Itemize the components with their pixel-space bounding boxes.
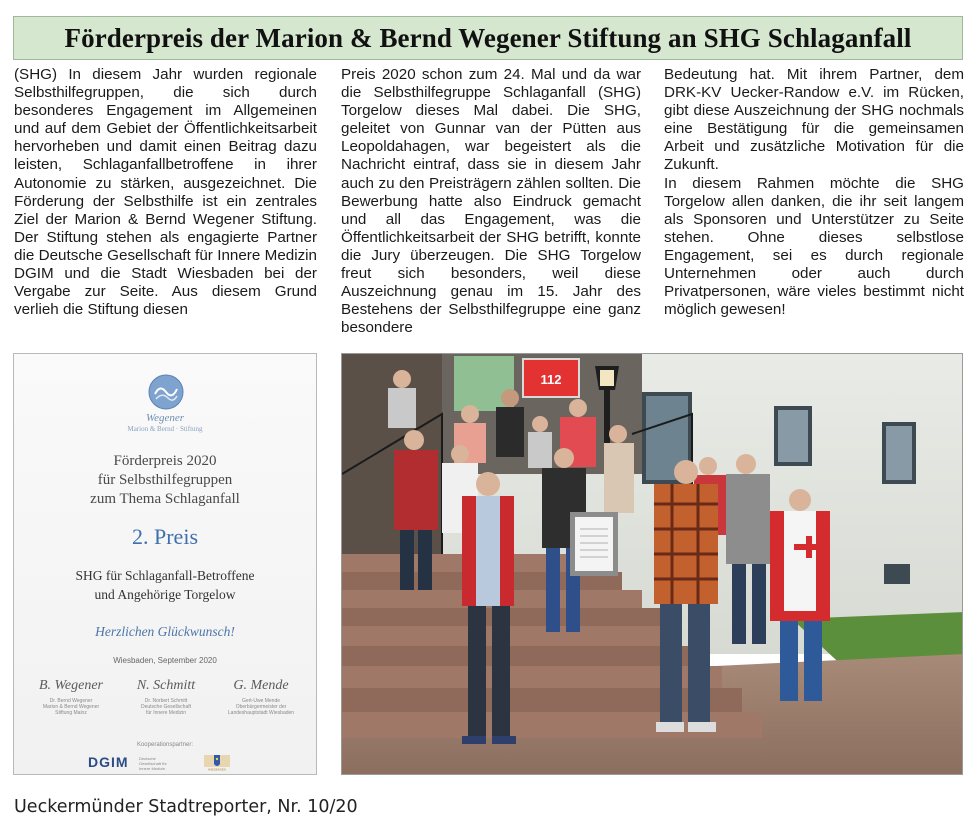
svg-text:WIESBADEN: WIESBADEN bbox=[207, 767, 227, 771]
article-paragraph: In diesem Rahmen möchte die SHG Torgelow allen danken, die ihr seit langem als Sponsoren und Unterstützer zu Seite stehen. Ohne dieses selbstlose Engagement, sei es durch regionale Unternehmen oder auch durch Privatpersonen, wäre vieles bestimmt nicht möglich gewesen! bbox=[664, 174, 964, 319]
certificate-title-line: für Selbsthilfegruppen bbox=[97, 472, 233, 488]
headline: Förderpreis der Marion & Bernd Wegener Stiftung an SHG Schlaganfall bbox=[64, 22, 912, 53]
dgim-logo-part: IM bbox=[111, 754, 129, 770]
signatory-name: Dr. Norbert Schmitt Deutsche Gesellschaft für Innere Medizin bbox=[140, 698, 192, 716]
certificate-prize: 2. Preis bbox=[132, 524, 198, 549]
signature-block bbox=[121, 678, 211, 726]
signature: B. Wegener bbox=[38, 678, 104, 693]
dgim-logo bbox=[88, 754, 129, 770]
article-paragraph: (SHG) In diesem Jahr wurden regionale Selbsthilfegruppen, die sich durch besonderes Engagement im Allgemeinen und auf dem Gebiet der Öffentlichkeitsarbeit hervorheben und damit einen Beitrag dazu leisten, Schlaganfallbetroffene in ihrer Autonomie zu stärken, ausgezeichnet. Die Förderung der Selbsthilfe ist ein zentrales Ziel der Marion & Bernd Wegener Stiftung. Der Stiftung stehen als engagierte Partner die Deutsche Gesellschaft für Innere Medizin DGIM und die Stadt Wiesbaden bei der Vergabe zur Seite. Aus diesem Grund verlieh die Stiftung diesen bbox=[14, 66, 317, 319]
signatory-name: Gert-Uwe Mende Oberbürgermeister der Landeshauptstadt Wiesbaden bbox=[227, 698, 295, 716]
group-photo-scene bbox=[342, 354, 963, 775]
headline-bar bbox=[13, 16, 963, 60]
signature: N. Schmitt bbox=[136, 678, 196, 693]
certificate-title-line: Förderpreis 2020 bbox=[113, 453, 217, 469]
signatory-name: Dr. Bernd Wegener Marion & Bernd Wegener Stiftung Mainz bbox=[42, 698, 100, 716]
certificate-congrats: Herzlichen Glückwunsch! bbox=[95, 624, 235, 639]
dgim-logo-part: DG bbox=[88, 754, 111, 770]
certificate-winner-line: und Angehörige Torgelow bbox=[94, 587, 236, 602]
emergency-sign-text: 112 bbox=[540, 372, 562, 387]
foundation-brand: Wegener bbox=[145, 412, 185, 424]
publication-footer: Ueckermünder Stadtreporter, Nr. 10/20 bbox=[14, 797, 358, 817]
article-column-3 bbox=[664, 66, 964, 319]
dgim-subtitle: Deutsche Gesellschaft für Innere Medizin bbox=[139, 756, 167, 771]
article-paragraph: Preis 2020 schon zum 24. Mal und da war die Selbsthilfegruppe Schlaganfall (SHG) Torgelow dieses Mal dabei. Die SHG, geleitet von Gunnar van der Pütten aus Leopoldahagen, war begeistert als die Nachricht eintraf, dass sie in diesem Jahr auch zu den Preisträgern zählen sollten. Die Bewerbung hatte also Eindruck gemacht und all das Engagement, was die Öffentlichkeitsarbeit der SHG betrifft, konnte die Jury überzeugen. Die SHG Torgelow freut sich besonders, weil diese Auszeichnung genau im 15. Jahr des Bestehens der Selbsthilfegruppe eine ganz besondere bbox=[341, 66, 641, 337]
article-column-2 bbox=[341, 66, 641, 337]
foundation-logo-icon bbox=[146, 372, 186, 412]
coat-of-arms-icon bbox=[204, 753, 230, 771]
signature-block bbox=[216, 678, 306, 726]
group-photo bbox=[341, 353, 963, 775]
certificate-image bbox=[13, 353, 317, 775]
signature: G. Mende bbox=[233, 678, 289, 693]
certificate-place-date: Wiesbaden, September 2020 bbox=[113, 656, 217, 665]
article-column-1 bbox=[14, 66, 317, 319]
partners-label: Kooperationspartner: bbox=[136, 742, 194, 748]
certificate-winner-line: SHG für Schlaganfall-Betroffene bbox=[75, 568, 255, 583]
certificate-title-line: zum Thema Schlaganfall bbox=[90, 491, 240, 507]
certificate-title bbox=[14, 452, 316, 509]
certificate-winner bbox=[14, 566, 316, 604]
article-paragraph: Bedeutung hat. Mit ihrem Partner, dem DRK-KV Uecker-Randow e.V. im Rücken, gibt diese Auszeichnung der SHG nochmals eine Bestätigung für die gemeinsamen Arbeit und zusätzliche Motivation für die Zukunft. bbox=[664, 66, 964, 174]
foundation-brand-sub: Marion & Bernd · Stiftung bbox=[127, 425, 203, 433]
signature-block bbox=[26, 678, 116, 726]
